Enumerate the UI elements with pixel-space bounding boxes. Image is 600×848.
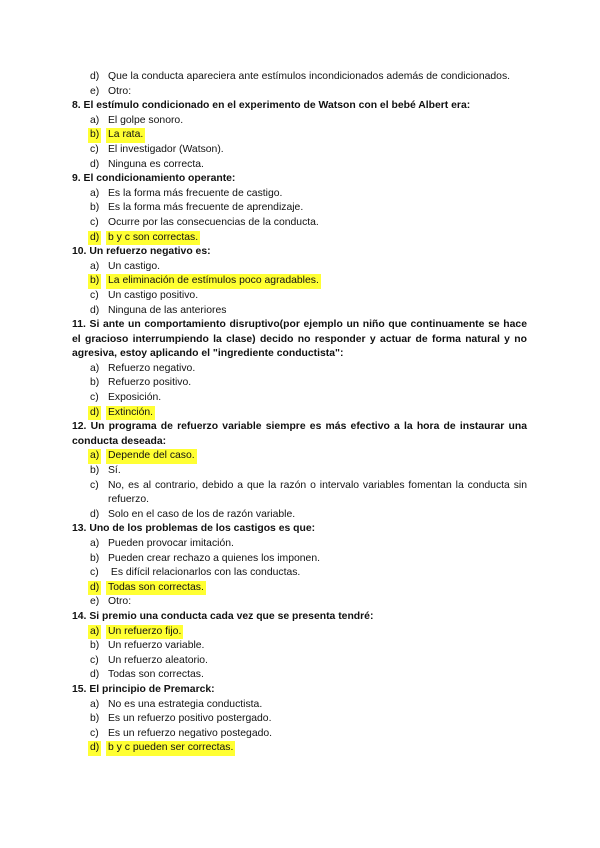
q8-option-d: d) Ninguna es correcta. xyxy=(90,158,204,170)
q11-option-d-correct: d) Extinción. xyxy=(0,406,600,421)
q13-title: 13. Uno de los problemas de los castigos es que: xyxy=(72,523,316,535)
q13-option-d-correct: d) Todas son correctas. xyxy=(0,581,600,596)
q15-option-b: b) Es un refuerzo positivo postergado. xyxy=(90,713,272,725)
q13-option-c: c) Es difícil relacionarlos con las conductas. xyxy=(90,567,301,579)
q15-option-d-correct: d) b y c pueden ser correctas. xyxy=(0,741,600,756)
q14-option-b: b) Un refuerzo variable. xyxy=(90,640,205,652)
q13-option-a: a) Pueden provocar imitación. xyxy=(90,538,234,549)
q15-option-a: a) No es una estrategia conductista. xyxy=(90,698,263,710)
q12-option-d: d) Solo en el caso de los de razón variable. xyxy=(90,508,296,520)
q12-option-b: b) Sí. xyxy=(90,465,121,477)
q9-option-d-correct: d) b y c son correctas. xyxy=(0,231,600,246)
q12-title: 12. Un programa de refuerzo variable siempre es más efectivo a la hora de instaurar una conducta deseada: xyxy=(72,421,527,447)
q13-option-b: b) Pueden crear rechazo a quienes los imponen. xyxy=(90,552,320,564)
q15-option-c: c) Es un refuerzo negativo postegado. xyxy=(90,727,273,739)
document-page xyxy=(0,70,600,756)
q10-title: 10. Un refuerzo negativo es: xyxy=(72,246,211,258)
q9-option-c: c) Ocurre por las consecuencias de la conducta. xyxy=(90,216,319,228)
q9-title: 9. El condicionamiento operante: xyxy=(72,173,236,185)
q9-option-a: a) Es la forma más frecuente de castigo. xyxy=(90,187,283,199)
q8-title: 8. El estímulo condicionado en el experimento de Watson con el bebé Albert era: xyxy=(72,100,471,112)
q10-option-c: c) Un castigo positivo. xyxy=(90,289,199,301)
q15-title: 15. El principio de Premarck: xyxy=(72,683,215,695)
q13-option-e: e) Otro: xyxy=(90,596,132,608)
q14-option-a-correct: a) Un refuerzo fijo. xyxy=(0,625,600,640)
q14-option-c: c) Un refuerzo aleatorio. xyxy=(90,654,208,666)
q11-option-a: a) Refuerzo negativo. xyxy=(90,362,196,374)
q11-option-c: c) Exposición. xyxy=(90,392,162,404)
q7-option-e: e) Otro: xyxy=(90,85,132,97)
q9-option-b: b) Es la forma más frecuente de aprendizaje. xyxy=(90,202,304,214)
q8-option-b-correct: b) La rata. xyxy=(0,128,600,143)
q10-option-d: d) Ninguna de las anteriores xyxy=(90,304,227,316)
q11-title: 11. Si ante un comportamiento disruptivo(por ejemplo un niño que continuamente se hace el gracioso interrumpiendo la clase) decido no responder y actuar de forma natural y no agresiva, estoy aplicando el "ingrediente conductista": xyxy=(72,319,527,360)
q7-option-d: d) Que la conducta apareciera ante estímulos incondicionados además de condicionados. xyxy=(90,71,511,82)
q10-option-b-correct: b) La eliminación de estímulos poco agradables. xyxy=(0,274,600,289)
q12-option-c: c) No, es al contrario, debido a que la razón o intervalo variables fomentan la conducta sin refuerzo. xyxy=(90,479,527,506)
q10-option-a: a) Un castigo. xyxy=(90,260,160,272)
q8-option-c: c) El investigador (Watson). xyxy=(90,143,224,155)
q11-option-b: b) Refuerzo positivo. xyxy=(90,377,192,389)
q14-title: 14. Si premio una conducta cada vez que se presenta tendré: xyxy=(72,610,374,622)
q12-option-a-correct: a) Depende del caso. xyxy=(0,449,600,464)
q8-option-a: a) El golpe sonoro. xyxy=(90,114,184,126)
q14-option-d: d) Todas son correctas. xyxy=(90,669,204,681)
